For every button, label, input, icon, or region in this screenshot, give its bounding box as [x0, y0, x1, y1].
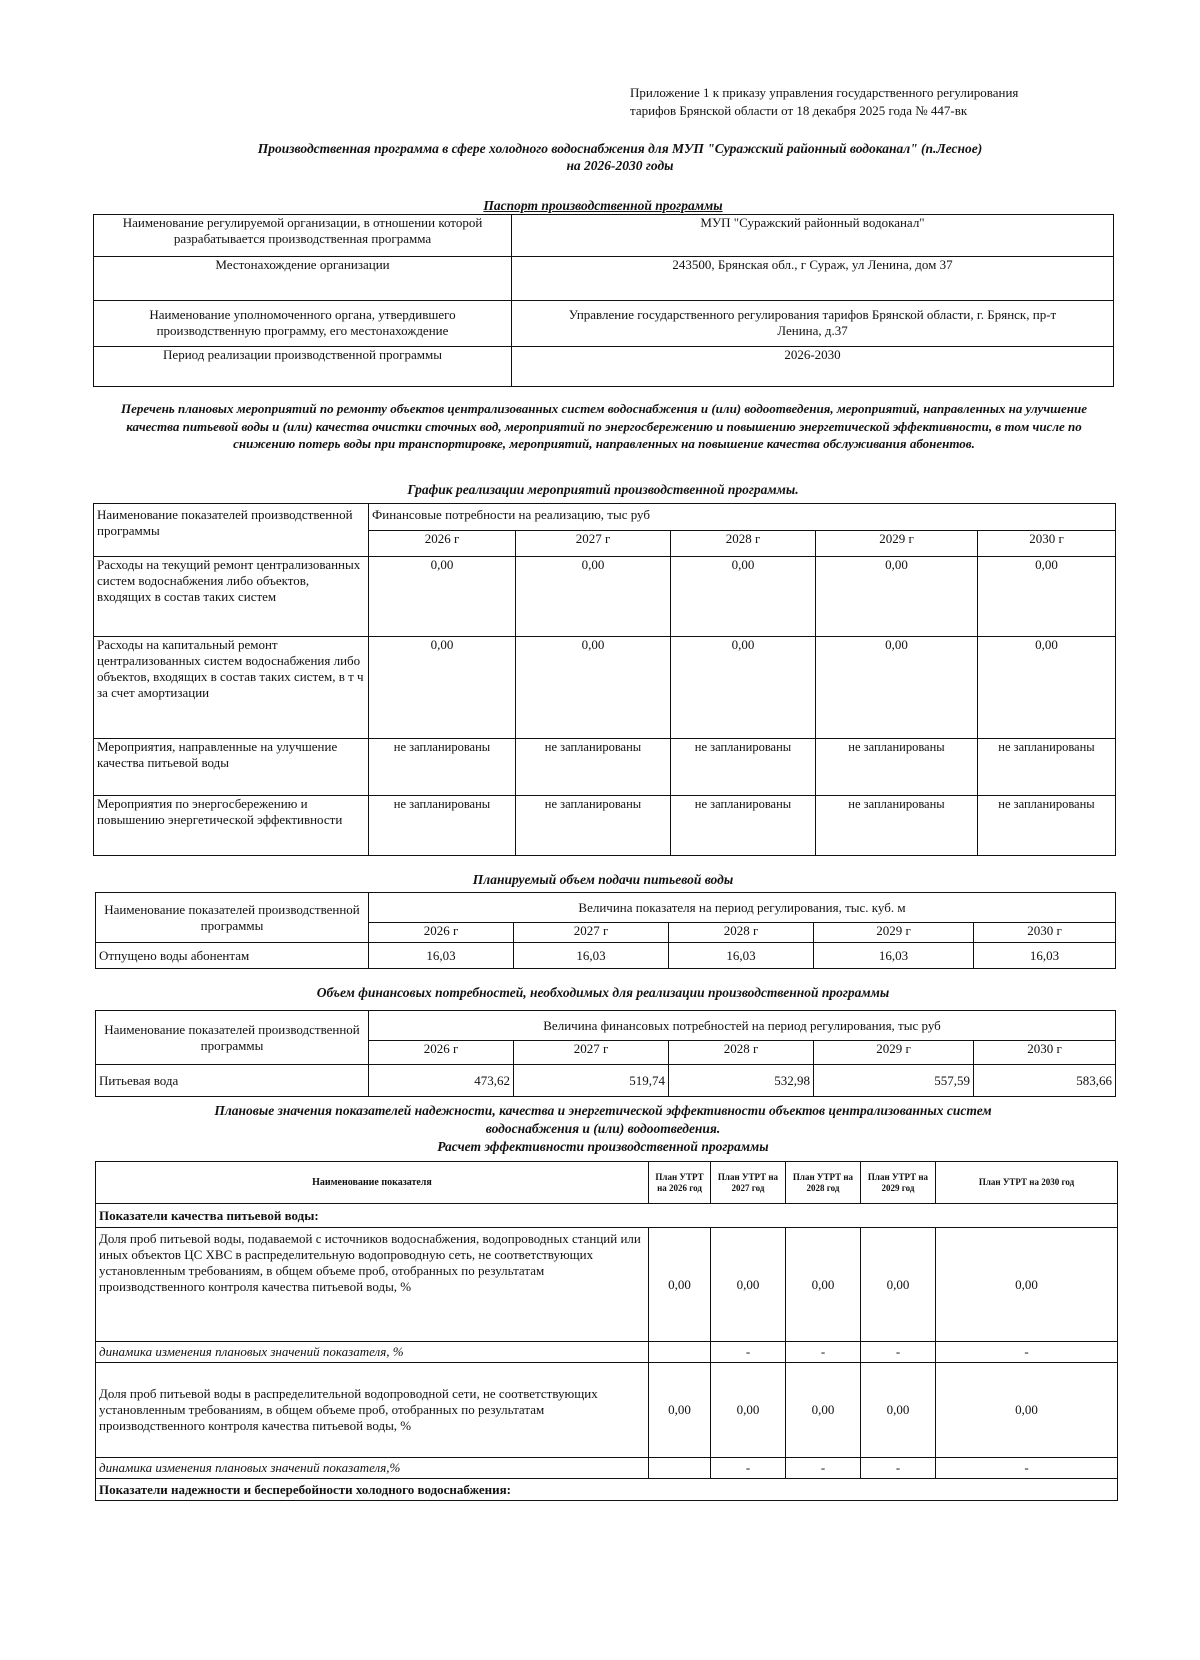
- cell-value: не запланированы: [816, 796, 978, 856]
- cell-value: не запланированы: [516, 796, 671, 856]
- appendix-header: [630, 84, 1150, 120]
- year-header: 2027 г: [516, 531, 671, 557]
- year-header: 2030 г: [974, 923, 1116, 943]
- row-label: динамика изменения плановых значений показателя,%: [96, 1458, 649, 1479]
- cell-value: 0,00: [671, 637, 816, 739]
- appendix-header-line1: Приложение 1 к приказу управления государственного регулирования: [630, 85, 1019, 100]
- row-label: Мероприятия, направленные на улучшение качества питьевой воды: [94, 739, 369, 796]
- cell-value: 0,00: [978, 637, 1116, 739]
- cell-value: 16,03: [814, 943, 974, 969]
- document-title: [120, 140, 1120, 174]
- passport-row: [94, 301, 1114, 347]
- indicators-caption: [93, 1102, 1113, 1156]
- cell-value: не запланированы: [816, 739, 978, 796]
- passport-table: [93, 214, 1114, 387]
- cell-value: 0,00: [711, 1363, 786, 1458]
- cell-value: 0,00: [936, 1228, 1118, 1342]
- finance-group-header: Величина финансовых потребностей на период регулирования, тыс руб: [369, 1011, 1116, 1041]
- cell-value: 473,62: [369, 1065, 514, 1097]
- volume-caption: Планируемый объем подачи питьевой воды: [472, 872, 734, 887]
- year-header: 2027 г: [514, 923, 669, 943]
- cell-value: 16,03: [514, 943, 669, 969]
- cell-value: 583,66: [974, 1065, 1116, 1097]
- indicators-table: [95, 1161, 1118, 1501]
- year-header: 2026 г: [369, 531, 516, 557]
- year-header: 2030 г: [974, 1041, 1116, 1065]
- passport-caption: Паспорт производственной программы: [483, 198, 723, 213]
- measures-intro: Перечень плановых мероприятий по ремонту объектов централизованных систем водоснабжения и (или) водоотведения, мероприятий, направленных на улучшение качества питьевой воды и (или) качества очистки сточных вод, мероприятий по энергосбережению и повышению энергетической эффективности, в том числе по снижению потерь воды при транспортировке, мероприятий, направленных на повышение качества обслуживания абонентов.: [121, 401, 1087, 451]
- year-header: 2028 г: [669, 1041, 814, 1065]
- row-label: Питьевая вода: [96, 1065, 369, 1097]
- cell-value: не запланированы: [671, 796, 816, 856]
- cell-value: не запланированы: [369, 796, 516, 856]
- cell-value: 0,00: [516, 557, 671, 637]
- row-label: динамика изменения плановых значений показателя, %: [96, 1342, 649, 1363]
- table-row: [94, 637, 1116, 739]
- passport-value: 2026-2030: [512, 347, 1114, 387]
- table-row: [96, 1065, 1116, 1097]
- cell-value: не запланированы: [369, 739, 516, 796]
- cell-value: 0,00: [369, 557, 516, 637]
- passport-value: 243500, Брянская обл., г Сураж, ул Ленина, дом 37: [512, 257, 1114, 301]
- section-reliability: Показатели надежности и бесперебойности холодного водоснабжения:: [96, 1479, 1118, 1501]
- cell-value: не запланированы: [978, 796, 1116, 856]
- passport-label: Местонахождение организации: [94, 257, 512, 301]
- table-row: [94, 796, 1116, 856]
- volume-table: [95, 892, 1116, 969]
- cell-value: 0,00: [369, 637, 516, 739]
- cell-value: 519,74: [514, 1065, 669, 1097]
- table-row: [96, 1458, 1118, 1479]
- cell-value: 0,00: [711, 1228, 786, 1342]
- volume-col-indicators: Наименование показателей производственной программы: [96, 893, 369, 943]
- cell-value: не запланированы: [516, 739, 671, 796]
- passport-row: [94, 347, 1114, 387]
- cell-value: [649, 1458, 711, 1479]
- cell-value: 0,00: [649, 1228, 711, 1342]
- passport-label: Наименование уполномоченного органа, утвердившего производственную программу, его местонахождение: [94, 301, 512, 347]
- cell-value: -: [936, 1458, 1118, 1479]
- year-header: 2027 г: [514, 1041, 669, 1065]
- measures-caption: График реализации мероприятий производственной программы.: [407, 482, 799, 497]
- cell-value: -: [786, 1342, 861, 1363]
- plan-year-header: План УТРТ на 2030 год: [936, 1162, 1118, 1204]
- cell-value: 16,03: [669, 943, 814, 969]
- cell-value: 16,03: [369, 943, 514, 969]
- cell-value: 0,00: [516, 637, 671, 739]
- measures-col-indicators: Наименование показателей производственной программы: [94, 504, 369, 557]
- row-label: Расходы на текущий ремонт централизованных систем водоснабжения либо объектов, входящих в состав таких систем: [94, 557, 369, 637]
- year-header: 2028 г: [669, 923, 814, 943]
- measures-table: [93, 503, 1116, 856]
- table-row: [96, 1342, 1118, 1363]
- indicators-caption-line3: Расчет эффективности производственной программы: [437, 1139, 769, 1154]
- cell-value: 0,00: [861, 1363, 936, 1458]
- year-header: 2029 г: [814, 1041, 974, 1065]
- passport-value: МУП "Суражский районный водоканал": [512, 215, 1114, 257]
- year-header: 2029 г: [816, 531, 978, 557]
- year-header: 2026 г: [369, 923, 514, 943]
- indicators-header-row: [96, 1162, 1118, 1204]
- row-label: Доля проб питьевой воды, подаваемой с источников водоснабжения, водопроводных станций или иных объектов ЦС ХВС в распределительную водопроводную сеть, не соответствующих установленным требованиям, в общем объеме проб, отобранных по результатам производственного контроля качества питьевой воды, %: [96, 1228, 649, 1342]
- passport-value: Управление государственного регулирования тарифов Брянской области, г. Брянск, пр-т Ленина, д.37: [512, 301, 1114, 347]
- year-header: 2028 г: [671, 531, 816, 557]
- cell-value: 0,00: [861, 1228, 936, 1342]
- cell-value: 16,03: [974, 943, 1116, 969]
- plan-year-header: План УТРТ на 2028 год: [786, 1162, 861, 1204]
- passport-label: Наименование регулируемой организации, в отношении которой разрабатывается производственная программа: [94, 215, 512, 257]
- table-row: [96, 1228, 1118, 1342]
- volume-group-header: Величина показателя на период регулирования, тыс. куб. м: [369, 893, 1116, 923]
- indicators-caption-line2: водоснабжения и (или) водоотведения.: [485, 1121, 721, 1136]
- indicators-caption-line1: Плановые значения показателей надежности, качества и энергетической эффективности объектов централизованных систем: [214, 1103, 992, 1118]
- cell-value: 0,00: [786, 1228, 861, 1342]
- cell-value: 0,00: [649, 1363, 711, 1458]
- year-header: 2030 г: [978, 531, 1116, 557]
- finance-col-indicators: Наименование показателей производственной программы: [96, 1011, 369, 1065]
- year-header: 2029 г: [814, 923, 974, 943]
- cell-value: -: [786, 1458, 861, 1479]
- cell-value: 0,00: [936, 1363, 1118, 1458]
- section-quality: Показатели качества питьевой воды:: [96, 1204, 1118, 1228]
- cell-value: -: [861, 1458, 936, 1479]
- measures-group-header: Финансовые потребности на реализацию, тыс руб: [369, 504, 1116, 531]
- cell-value: -: [711, 1458, 786, 1479]
- cell-value: -: [936, 1342, 1118, 1363]
- indicator-name-header: Наименование показателя: [96, 1162, 649, 1204]
- row-label: Мероприятия по энергосбережению и повышению энергетической эффективности: [94, 796, 369, 856]
- finance-caption: Объем финансовых потребностей, необходимых для реализации производственной программы: [316, 985, 890, 1000]
- cell-value: 0,00: [671, 557, 816, 637]
- cell-value: 0,00: [816, 557, 978, 637]
- document-title-line1: Производственная программа в сфере холодного водоснабжения для МУП "Суражский районный водоканал" (п.Лесное): [257, 141, 983, 156]
- row-label: Расходы на капитальный ремонт централизованных систем водоснабжения либо объектов, входящих в состав таких систем, в т ч за счет амортизации: [94, 637, 369, 739]
- cell-value: 0,00: [786, 1363, 861, 1458]
- cell-value: -: [861, 1342, 936, 1363]
- document-title-line2: на 2026-2030 годы: [566, 158, 674, 173]
- plan-year-header: План УТРТ на 2027 год: [711, 1162, 786, 1204]
- row-label: Доля проб питьевой воды в распределительной водопроводной сети, не соответствующих установленным требованиям, в общем объеме проб, отобранных по результатам производственного контроля качества питьевой воды, %: [96, 1363, 649, 1458]
- cell-value: 0,00: [978, 557, 1116, 637]
- plan-year-header: План УТРТ на 2029 год: [861, 1162, 936, 1204]
- appendix-header-line2: тарифов Брянской области от 18 декабря 2025 года № 447-вк: [630, 103, 968, 118]
- plan-year-header: План УТРТ на 2026 год: [649, 1162, 711, 1204]
- cell-value: -: [711, 1342, 786, 1363]
- passport-label: Период реализации производственной программы: [94, 347, 512, 387]
- cell-value: [649, 1342, 711, 1363]
- year-header: 2026 г: [369, 1041, 514, 1065]
- table-row: [96, 1363, 1118, 1458]
- table-row: [94, 739, 1116, 796]
- passport-row: [94, 257, 1114, 301]
- finance-table: [95, 1010, 1116, 1097]
- table-row: [96, 943, 1116, 969]
- cell-value: не запланированы: [671, 739, 816, 796]
- table-row: [94, 557, 1116, 637]
- cell-value: не запланированы: [978, 739, 1116, 796]
- passport-row: [94, 215, 1114, 257]
- cell-value: 532,98: [669, 1065, 814, 1097]
- row-label: Отпущено воды абонентам: [96, 943, 369, 969]
- cell-value: 0,00: [816, 637, 978, 739]
- cell-value: 557,59: [814, 1065, 974, 1097]
